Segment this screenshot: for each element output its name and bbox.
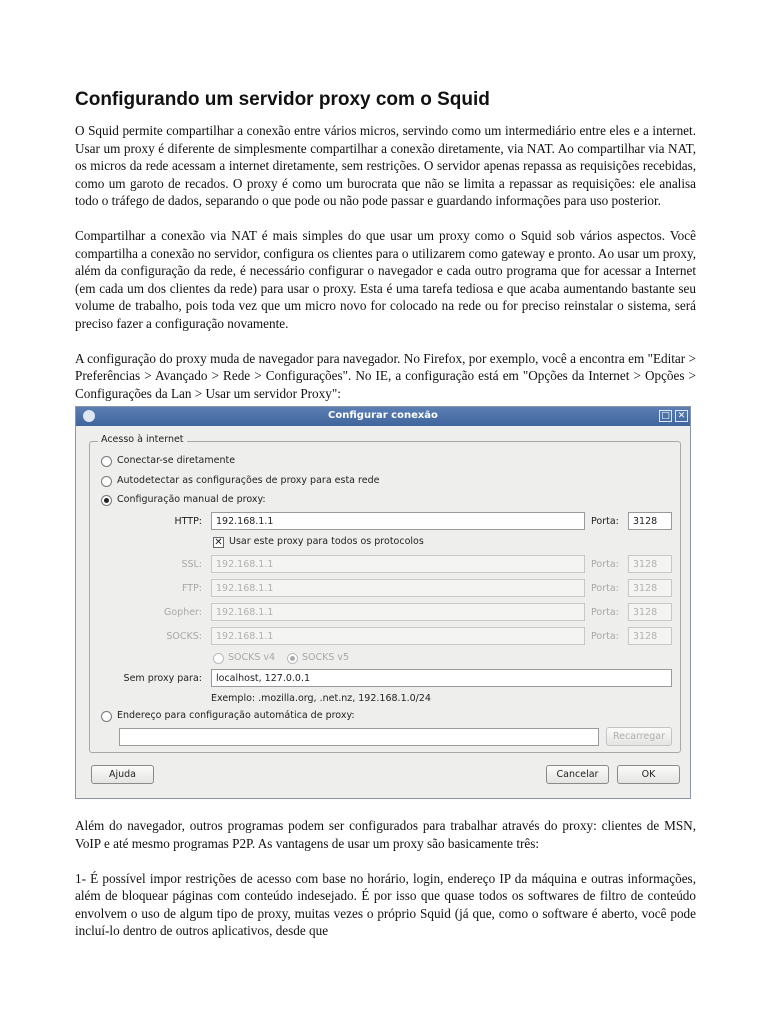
dialog-titlebar <box>76 407 690 426</box>
autodetect-label: Autodetectar as configurações de proxy para esta rede <box>117 475 380 487</box>
paragraph-5: 1- É possível impor restrições de acesso com base no horário, login, endereço IP da máquina e outras informações, além de bloquear páginas com conteúdo indesejado. É por isso que quase todos os softwares de filtro de conteúdo envolvem o uso de algum tipo de proxy, muitas vezes o próprio Squid (já que, como o software é aberto, você pode incluí-lo dentro de outros aplicativos, desde que <box>75 870 696 939</box>
proxy-settings-dialog <box>75 406 691 799</box>
gopher-proxy-input[interactable]: 192.168.1.1 <box>211 603 585 621</box>
socks-port-label: Porta: <box>591 631 619 643</box>
use-all-checkbox[interactable]: ✕ <box>214 537 223 549</box>
internet-access-group <box>89 441 681 753</box>
cancel-button[interactable]: Cancelar <box>546 765 609 784</box>
socks-v5-label: SOCKS v5 <box>302 652 350 664</box>
page-title: Configurando um servidor proxy com o Squid <box>75 89 490 110</box>
gopher-label: Gopher: <box>163 607 202 619</box>
manual-label: Configuração manual de proxy: <box>117 494 266 506</box>
dialog-title: Configurar conexão <box>328 410 438 422</box>
ssl-proxy-input[interactable]: 192.168.1.1 <box>211 555 585 573</box>
ssl-label: SSL: <box>181 559 202 571</box>
ssl-port-label: Porta: <box>591 559 619 571</box>
http-label: HTTP: <box>174 516 202 528</box>
maximize-icon[interactable]: □ <box>659 410 672 422</box>
http-port-label: Porta: <box>591 516 619 528</box>
gopher-port-label: Porta: <box>591 607 619 619</box>
socks-label: SOCKS: <box>166 631 202 643</box>
ftp-proxy-input[interactable]: 192.168.1.1 <box>211 579 585 597</box>
gopher-port-input[interactable]: 3128 <box>628 603 672 621</box>
ftp-label: FTP: <box>181 583 202 595</box>
paragraph-3: A configuração do proxy muda de navegador para navegador. No Firefox, por exemplo, você a encontra em "Editar > Preferências > Avançado > Rede > Configurações". No IE, a configuração está em "Opções da Internet > Opções > Configurações da Lan > Usar um servidor Proxy": <box>75 350 696 401</box>
ok-button[interactable]: OK <box>617 765 680 784</box>
noproxy-example: Exemplo: .mozilla.org, .net.nz, 192.168.1.0/24 <box>211 693 431 705</box>
autoconfig-label: Endereço para configuração automática de proxy: <box>117 710 355 722</box>
ssl-port-input[interactable]: 3128 <box>628 555 672 573</box>
ftp-port-input[interactable]: 3128 <box>628 579 672 597</box>
autoconfig-url-input[interactable] <box>119 728 599 746</box>
http-port-input[interactable]: 3128 <box>628 512 672 530</box>
paragraph-4: Além do navegador, outros programas podem ser configurados para trabalhar através do proxy: clientes de MSN, VoIP e até mesmo programas P2P. As vantagens de usar um proxy são basicamente três: <box>75 818 696 851</box>
reload-button[interactable]: Recarregar <box>606 727 672 746</box>
http-proxy-input[interactable]: 192.168.1.1 <box>211 512 585 530</box>
ftp-port-label: Porta: <box>591 583 619 595</box>
socks-proxy-input[interactable]: 192.168.1.1 <box>211 627 585 645</box>
socks-v4-label: SOCKS v4 <box>228 652 276 664</box>
group-label: Acesso à internet <box>98 434 187 445</box>
close-icon[interactable]: ✕ <box>675 410 688 422</box>
noproxy-input[interactable]: localhost, 127.0.0.1 <box>211 669 672 687</box>
paragraph-2: Compartilhar a conexão via NAT é mais simples do que usar um proxy como o Squid sob vários aspectos. Você compartilha a conexão no servidor, configura os clientes para o utilizarem como gateway e pronto. Ao usar um proxy, além da configuração da rede, é necessário configurar o navegador e cada outro programa que for acessar a Internet (em cada um dos clientes da rede) para usar o proxy. Esta é uma tarefa tediosa e que acaba aumentando bastante seu volume de trabalho, pois toda vez que um micro novo for colocado na rede ou for preciso reinstalar o sistema, será preciso fazer a configuração novamente. <box>75 227 696 331</box>
use-all-label: Usar este proxy para todos os protocolos <box>229 536 424 548</box>
document-page <box>75 88 696 957</box>
direct-label: Conectar-se diretamente <box>117 455 236 467</box>
paragraph-1: O Squid permite compartilhar a conexão entre vários micros, servindo como um intermediário entre eles e a internet. Usar um proxy é diferente de simplesmente compartilhar a conexão diretamente, via NAT. Ao compartilhar via NAT, os micros da rede acessam a internet diretamente, sem restrições. O servidor apenas repassa as requisições recebidas, como um garoto de recados. O proxy é como um burocrata que não se limita a repassar as requisições: ele analisa todo o tráfego de dados, separando o que pode ou não pode passar e guardando informações para uso posterior. <box>75 123 696 209</box>
socks-port-input[interactable]: 3128 <box>628 627 672 645</box>
noproxy-label: Sem proxy para: <box>123 673 202 685</box>
help-button[interactable]: Ajuda <box>91 765 154 784</box>
